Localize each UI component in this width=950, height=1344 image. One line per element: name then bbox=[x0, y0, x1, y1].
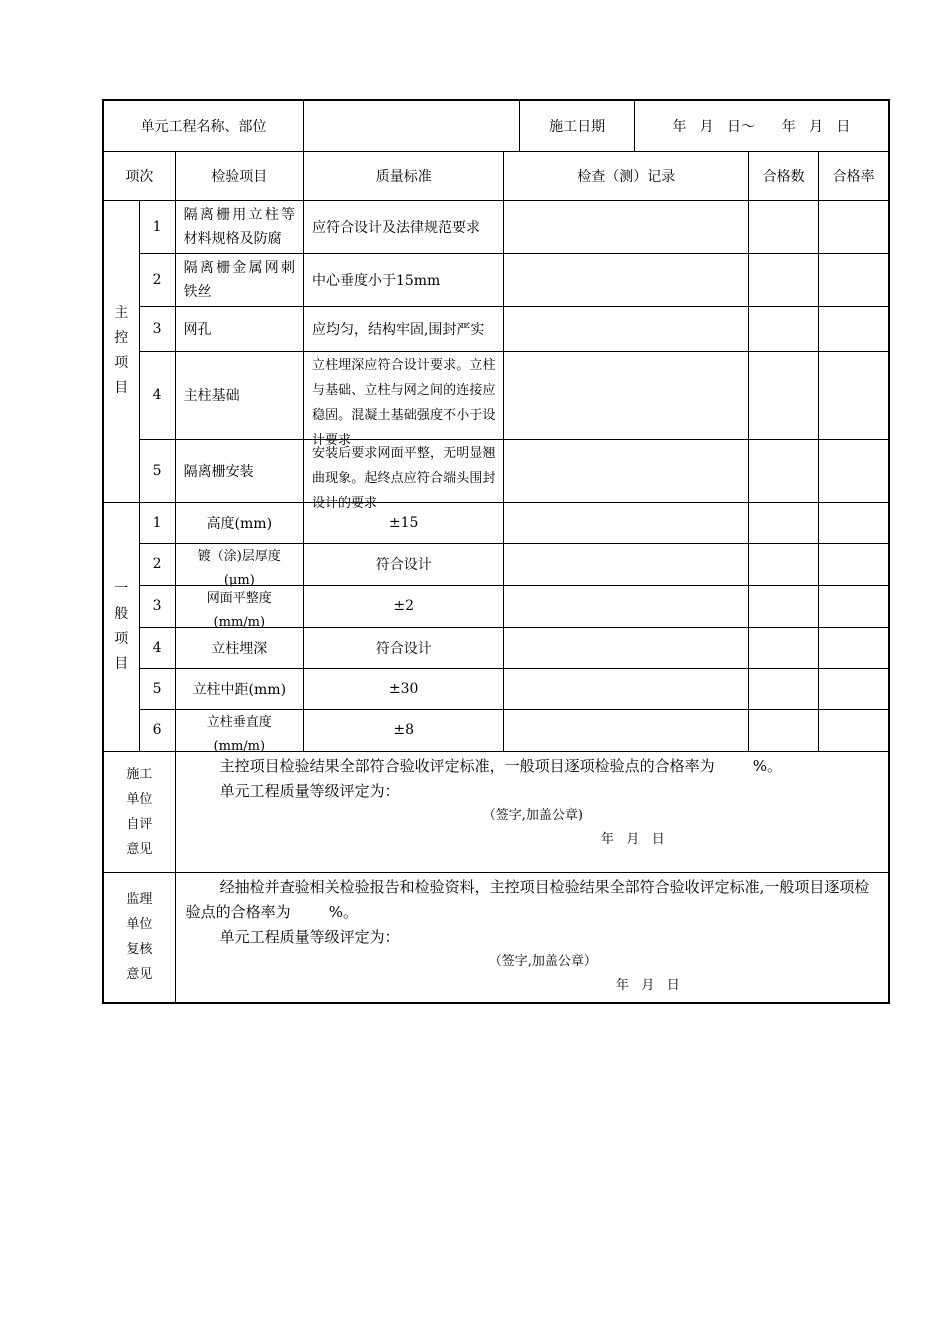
supervisor-opinion-date: 年 月 日 bbox=[615, 977, 680, 993]
row-standard: 中心垂度小于15mm bbox=[303, 253, 504, 306]
inspection-form bbox=[102, 99, 890, 1004]
row-standard: 安装后要求网面平整，无明显翘曲现象。起终点应符合端头围封设计的要求 bbox=[311, 445, 496, 511]
row-no: 4 bbox=[139, 351, 175, 439]
row-count[interactable] bbox=[749, 502, 819, 543]
row-rate[interactable] bbox=[819, 709, 889, 751]
row-no: 6 bbox=[139, 709, 175, 751]
row-item: 镀（涂)层厚度(μm) bbox=[197, 548, 281, 588]
row-rate[interactable] bbox=[819, 306, 889, 351]
row-standard: 符合设计 bbox=[303, 543, 504, 585]
row-rate[interactable] bbox=[819, 439, 889, 502]
row-standard: 应均匀，结构牢固,围封严实 bbox=[303, 306, 504, 351]
supervisor-opinion-line2: 单元工程质量等级评定为： bbox=[219, 927, 400, 946]
col-inspection-record: 检查（测）记录 bbox=[504, 151, 749, 200]
row-no: 5 bbox=[139, 668, 175, 709]
row-count[interactable] bbox=[749, 200, 819, 253]
row-no: 3 bbox=[139, 306, 175, 351]
col-item-no: 项次 bbox=[103, 151, 175, 200]
construction-date-value[interactable]: 年 月 日～ 年 月 日 bbox=[634, 100, 889, 151]
row-item: 隔离栅用立柱等材料规格及防腐 bbox=[175, 200, 303, 253]
row-count[interactable] bbox=[749, 253, 819, 306]
row-standard: 应符合设计及法律规范要求 bbox=[303, 200, 504, 253]
row-record[interactable] bbox=[504, 585, 749, 627]
form-table bbox=[102, 99, 890, 1004]
general-group-label: 一 般 项 目 bbox=[103, 502, 139, 751]
row-standard: 符合设计 bbox=[303, 627, 504, 668]
row-item: 网孔 bbox=[175, 306, 303, 351]
supervisor-signature-note: （签字,加盖公章） bbox=[488, 953, 597, 969]
row-rate[interactable] bbox=[819, 668, 889, 709]
contractor-signature-note: （签字,加盖公章) bbox=[482, 807, 583, 823]
row-rate[interactable] bbox=[819, 200, 889, 253]
row-record[interactable] bbox=[504, 502, 749, 543]
header-row bbox=[103, 100, 889, 151]
row-no: 1 bbox=[139, 502, 175, 543]
main-row-4 bbox=[103, 351, 889, 439]
main-row-3 bbox=[103, 306, 889, 351]
row-count[interactable] bbox=[749, 627, 819, 668]
contractor-opinion-label: 施工 单位 自评 意见 bbox=[103, 751, 175, 872]
row-record[interactable] bbox=[504, 200, 749, 253]
row-record[interactable] bbox=[504, 351, 749, 439]
row-count[interactable] bbox=[749, 585, 819, 627]
main-control-group-label: 主 控 项 目 bbox=[103, 200, 139, 502]
contractor-opinion-body[interactable] bbox=[175, 751, 889, 872]
row-count[interactable] bbox=[749, 668, 819, 709]
row-standard: 立柱埋深应符合设计要求。立柱与基础、立柱与网之间的连接应稳固。混凝土基础强度不小于设计要求 bbox=[311, 357, 496, 448]
col-qualified-rate: 合格率 bbox=[819, 151, 889, 200]
row-standard: ±15 bbox=[303, 502, 504, 543]
row-item: 立柱埋深 bbox=[175, 627, 303, 668]
row-item: 隔离栅安装 bbox=[175, 439, 303, 502]
col-inspection-item: 检验项目 bbox=[175, 151, 303, 200]
col-qualified-count: 合格数 bbox=[749, 151, 819, 200]
supervisor-opinion-row bbox=[103, 872, 889, 1003]
row-record[interactable] bbox=[504, 627, 749, 668]
contractor-opinion-row bbox=[103, 751, 889, 872]
general-row-6 bbox=[103, 709, 889, 751]
row-record[interactable] bbox=[504, 306, 749, 351]
supervisor-opinion-line1: 经抽检并查验相关检验报告和检验资料，主控项目检验结果全部符合验收评定标准,一般项目逐项检验点的合格率为 %。 bbox=[185, 877, 870, 921]
unit-name-label: 单元工程名称、部位 bbox=[103, 100, 303, 151]
row-rate[interactable] bbox=[819, 253, 889, 306]
row-item: 高度(mm) bbox=[175, 502, 303, 543]
row-item: 立柱垂直度(mm/m) bbox=[206, 714, 272, 754]
row-count[interactable] bbox=[749, 439, 819, 502]
general-row-3 bbox=[103, 585, 889, 627]
row-record[interactable] bbox=[504, 439, 749, 502]
row-record[interactable] bbox=[504, 668, 749, 709]
supervisor-opinion-label: 监理 单位 复核 意见 bbox=[103, 872, 175, 1003]
row-count[interactable] bbox=[749, 306, 819, 351]
row-standard: ±30 bbox=[303, 668, 504, 709]
row-no: 4 bbox=[139, 627, 175, 668]
row-rate[interactable] bbox=[819, 543, 889, 585]
contractor-opinion-line1: 主控项目检验结果全部符合验收评定标准，一般项目逐项检验点的合格率为 %。 bbox=[219, 756, 783, 775]
main-row-1 bbox=[103, 200, 889, 253]
row-count[interactable] bbox=[749, 351, 819, 439]
row-standard: ±8 bbox=[303, 709, 504, 751]
row-no: 5 bbox=[139, 439, 175, 502]
supervisor-opinion-body[interactable] bbox=[175, 872, 889, 1003]
main-row-5 bbox=[103, 439, 889, 502]
row-no: 2 bbox=[139, 253, 175, 306]
row-no: 1 bbox=[139, 200, 175, 253]
row-rate[interactable] bbox=[819, 351, 889, 439]
row-count[interactable] bbox=[749, 709, 819, 751]
unit-name-value[interactable] bbox=[303, 100, 520, 151]
row-item: 隔离栅金属网刺铁丝 bbox=[175, 253, 303, 306]
col-quality-standard: 质量标准 bbox=[303, 151, 504, 200]
row-item: 主柱基础 bbox=[175, 351, 303, 439]
construction-date-label: 施工日期 bbox=[520, 100, 634, 151]
row-rate[interactable] bbox=[819, 627, 889, 668]
contractor-opinion-date: 年 月 日 bbox=[600, 831, 665, 847]
row-standard: ±2 bbox=[303, 585, 504, 627]
general-row-5 bbox=[103, 668, 889, 709]
row-record[interactable] bbox=[504, 253, 749, 306]
row-item: 立柱中距(mm) bbox=[175, 668, 303, 709]
row-no: 2 bbox=[139, 543, 175, 585]
general-row-1 bbox=[103, 502, 889, 543]
general-row-2 bbox=[103, 543, 889, 585]
row-item: 网面平整度(mm/m) bbox=[206, 590, 272, 630]
row-rate[interactable] bbox=[819, 502, 889, 543]
row-rate[interactable] bbox=[819, 585, 889, 627]
row-no: 3 bbox=[139, 585, 175, 627]
row-record[interactable] bbox=[504, 543, 749, 585]
column-header-row bbox=[103, 151, 889, 200]
contractor-opinion-line2: 单元工程质量等级评定为： bbox=[219, 781, 400, 800]
row-count[interactable] bbox=[749, 543, 819, 585]
main-row-2 bbox=[103, 253, 889, 306]
row-record[interactable] bbox=[504, 709, 749, 751]
